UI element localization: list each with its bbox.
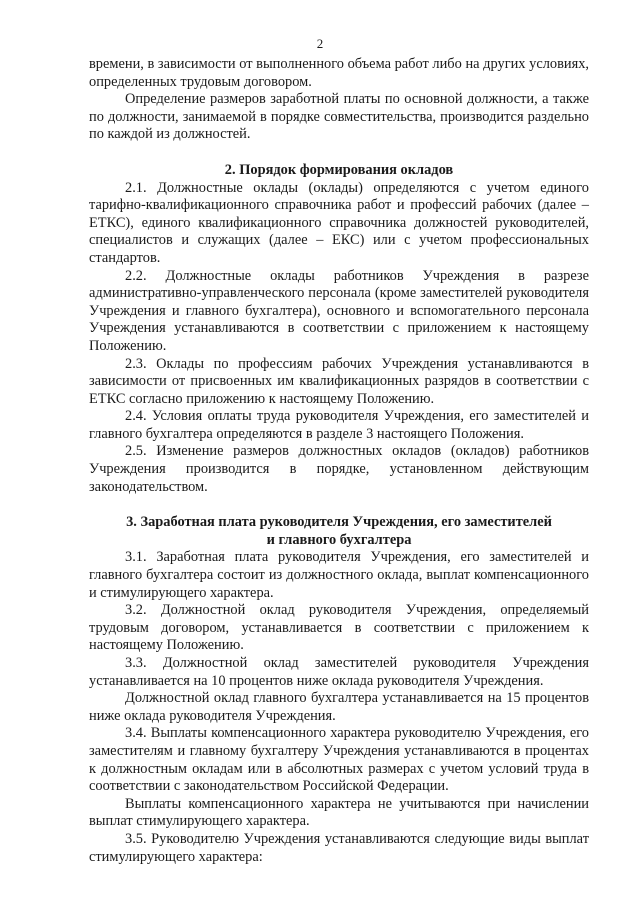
section-3-title-line-1: 3. Заработная плата руководителя Учреждения, его заместителей [126,514,552,531]
paragraph-3-2: 3.2. Должностной оклад руководителя Учреждения, определяемый трудовым договором, устанавливается в соответствии с приложением к настоящему Положению. [89,602,589,654]
paragraph-2-3: 2.3. Оклады по профессиям рабочих Учреждения устанавливаются в зависимости от присвоенных им квалификационных разрядов в соответствии с ЕТКС согласно приложению к настоящему Положению. [89,355,589,407]
paragraph-2-4: 2.4. Условия оплаты труда руководителя Учреждения, его заместителей и главного бухгалтера определяются в разделе 3 настоящего Положения. [89,408,589,442]
paragraph-3-4: 3.4. Выплаты компенсационного характера руководителю Учреждения, его заместителям и главному бухгалтеру Учреждения устанавливаются в процентах к должностным окладам или в абсолютных размерах с учетом условий труда в соответствии с законодательством Российской Федерации. [89,725,589,795]
paragraph-2-5: 2.5. Изменение размеров должностных окладов (окладов) работников Учреждения производится в порядке, установленном действующим законодательством. [89,443,589,495]
section-3-title [89,514,589,549]
intro-paragraph: Определение размеров заработной платы по основной должности, а также по должности, занимаемой в порядке совместительства, производится раздельно по каждой из должностей. [89,91,589,143]
page-number: 2 [316,36,324,51]
section-3-title-line-2: и главного бухгалтера [266,531,412,548]
paragraph-2-2: 2.2. Должностные оклады работников Учреждения в разрезе административно-управленческого персонала (кроме заместителей руководителя Учреждения и главного бухгалтера), основного и вспомогательного персонала Учреждения устанавливаются в соответствии с приложением к настоящему Положению. [89,267,589,354]
paragraph-3-3: 3.3. Должностной оклад заместителей руководителя Учреждения устанавливается на 10 процентов ниже оклада руководителя Учреждения. [89,655,589,689]
document-body [89,56,589,866]
paragraph-3-3-cont: Должностной оклад главного бухгалтера устанавливается на 15 процентов ниже оклада руководителя Учреждения. [89,690,589,724]
section-2-title: 2. Порядок формирования окладов [224,161,454,178]
paragraph-3-5: 3.5. Руководителю Учреждения устанавливаются следующие виды выплат стимулирующего характера: [89,830,589,865]
paragraph-2-1: 2.1. Должностные оклады (оклады) определяются с учетом единого тарифно-квалификационного справочника работ и профессий рабочих (далее – ЕТКС), единого квалификационного справочника должностей руководителей, специалистов и служащих (далее – ЕКС) или с учетом профессиональных стандартов. [89,179,589,266]
intro-paragraph: времени, в зависимости от выполненного объема работ либо на других условиях, определенных трудовым договором. [89,56,589,90]
paragraph-3-1: 3.1. Заработная плата руководителя Учреждения, его заместителей и главного бухгалтера состоит из должностного оклада, выплат компенсационного и стимулирующего характера. [89,549,589,601]
paragraph-3-4-cont: Выплаты компенсационного характера не учитываются при начислении выплат стимулирующего характера. [89,795,589,830]
